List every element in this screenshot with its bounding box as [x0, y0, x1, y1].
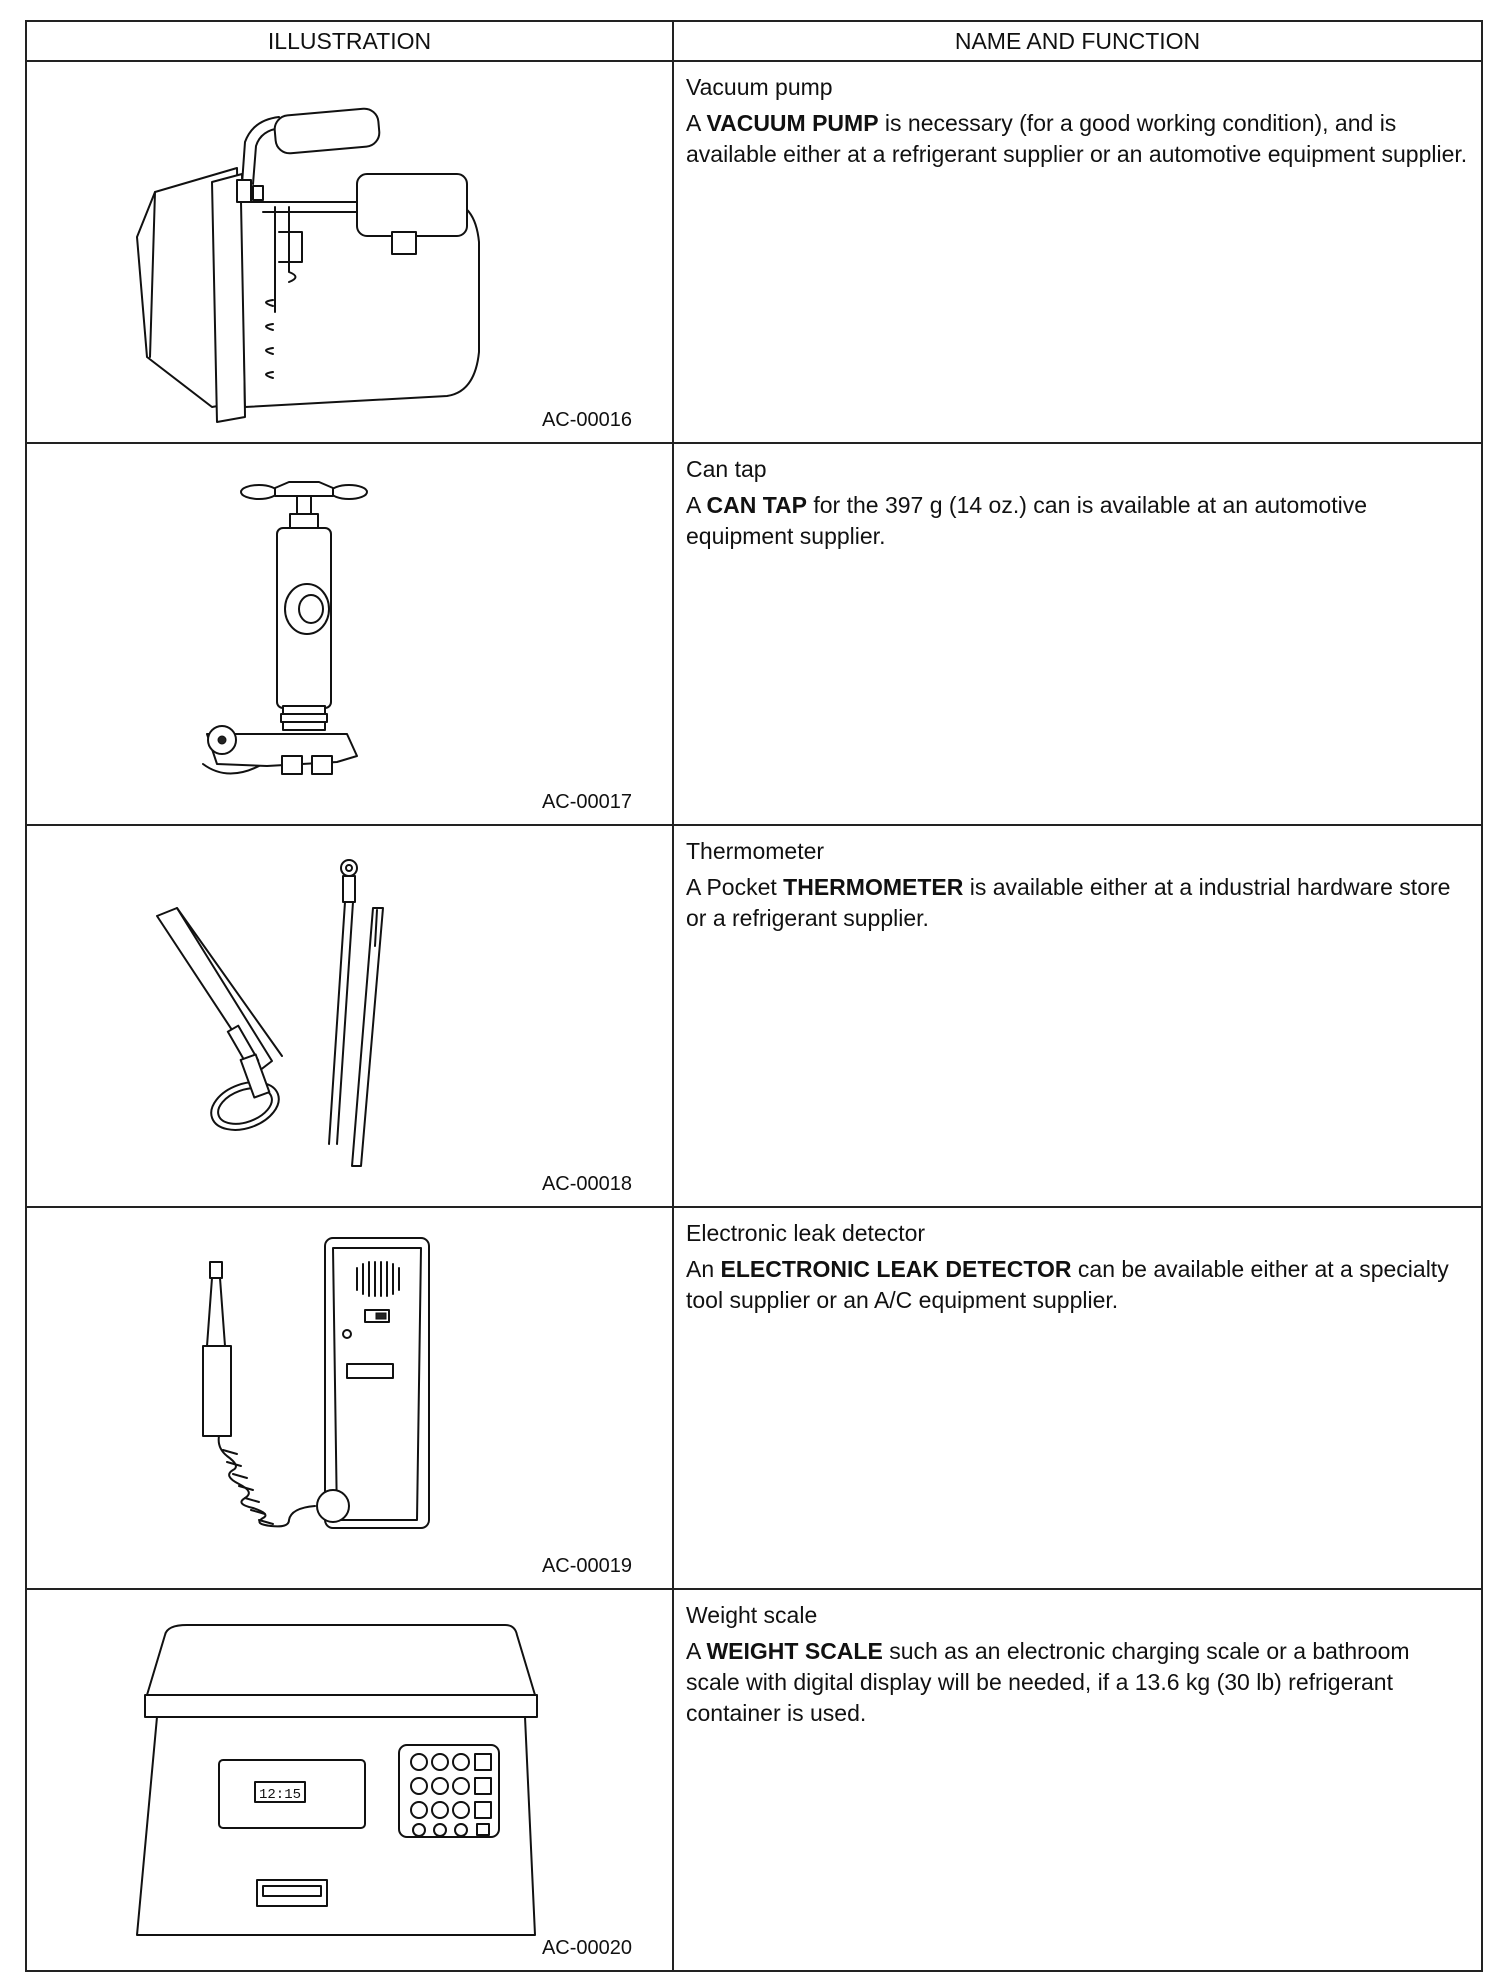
- illustration-code: AC-00019: [541, 1555, 632, 1577]
- illustration-code: AC-00018: [541, 1173, 632, 1195]
- header-illustration: ILLUSTRATION: [26, 21, 673, 61]
- illustration-cell: [26, 61, 673, 443]
- header-name-function: NAME AND FUNCTION: [673, 21, 1482, 61]
- tool-description: A Pocket THERMOMETER is available either at a industrial hardware store or a refrigerant supplier.: [686, 874, 1451, 931]
- illustration-code: AC-00017: [541, 791, 632, 813]
- illustration-cell: [26, 1207, 673, 1589]
- illustration-code: AC-00016: [541, 409, 632, 431]
- illustration-cell: [26, 825, 673, 1207]
- tool-description: A WEIGHT SCALE such as an electronic charging scale or a bathroom scale with digital display will be needed, if a 13.6 kg (30 lb) refrigerant container is used.: [686, 1638, 1410, 1726]
- display-readout: 12:15: [258, 1787, 302, 1803]
- tool-description: A VACUUM PUMP is necessary (for a good working condition), and is available either at a refrigerant supplier or an automotive equipment supplier.: [686, 110, 1468, 167]
- description-cell: [673, 61, 1482, 443]
- description-cell: [673, 825, 1482, 1207]
- tool-name: Can tap: [686, 456, 767, 482]
- illustration-code: AC-00020: [541, 1937, 632, 1959]
- tool-name: Weight scale: [686, 1602, 818, 1628]
- weight-scale-illustration: [27, 1590, 672, 1960]
- can-tap-illustration: [27, 444, 672, 814]
- tools-table: [25, 20, 1483, 1972]
- leak-detector-illustration: [27, 1208, 672, 1578]
- description-cell: [673, 1589, 1482, 1971]
- table-row: [26, 61, 1482, 443]
- tool-description: A CAN TAP for the 397 g (14 oz.) can is available at an automotive equipment supplier.: [686, 492, 1367, 549]
- table-row: [26, 1589, 1482, 1971]
- header-row: [26, 21, 1482, 61]
- table-row: [26, 443, 1482, 825]
- illustration-cell: [26, 443, 673, 825]
- illustration-cell: [26, 1589, 673, 1971]
- vacuum-pump-illustration: [27, 62, 672, 432]
- description-cell: [673, 443, 1482, 825]
- thermometer-illustration: [27, 826, 672, 1196]
- tool-name: Vacuum pump: [686, 74, 833, 100]
- description-cell: [673, 1207, 1482, 1589]
- table-row: [26, 825, 1482, 1207]
- tool-name: Thermometer: [686, 838, 825, 864]
- table-row: [26, 1207, 1482, 1589]
- tool-description: An ELECTRONIC LEAK DETECTOR can be available either at a specialty tool supplier or an A/C equipment supplier.: [686, 1256, 1449, 1313]
- tool-name: Electronic leak detector: [686, 1220, 926, 1246]
